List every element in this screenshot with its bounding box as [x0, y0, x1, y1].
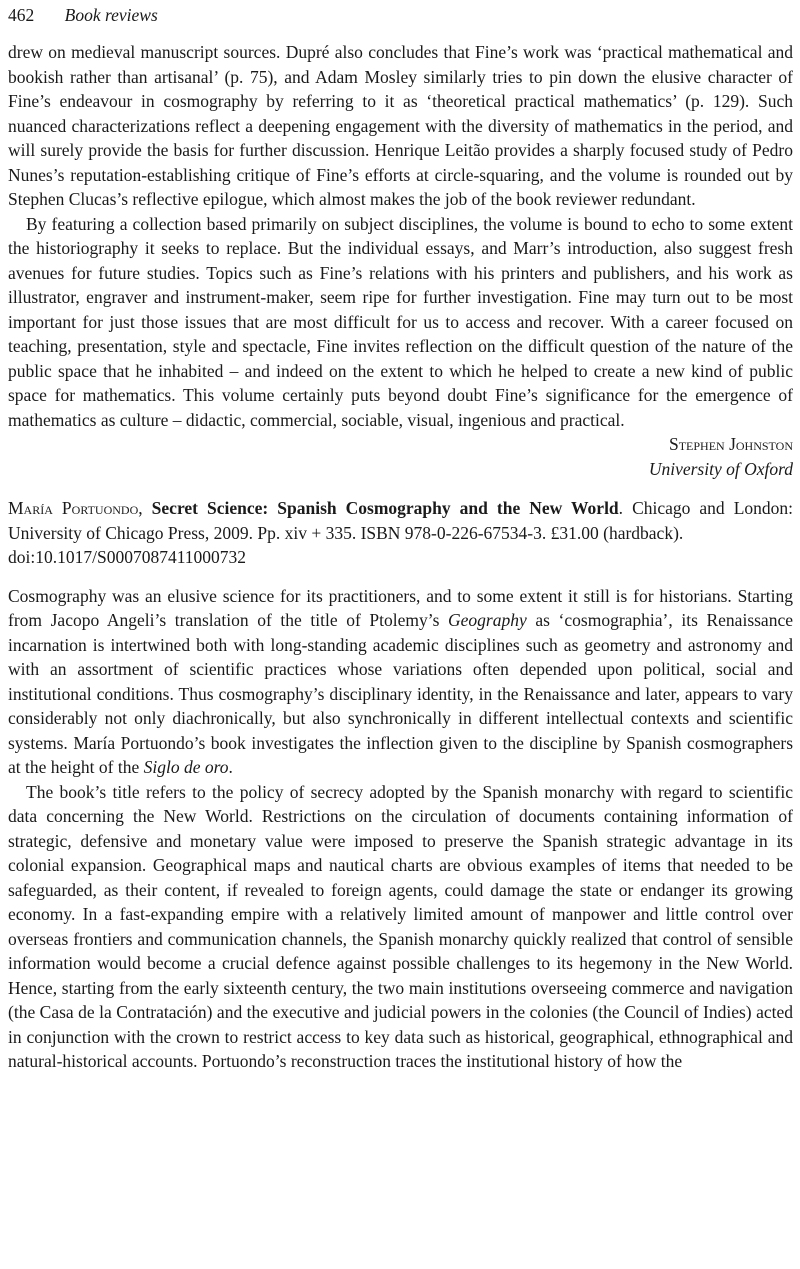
reviewer-affiliation: University of Oxford: [648, 458, 793, 479]
text-segment: Cosmography was an elusive science for its practitioners, and to some extent it still is for historians. Starting from Jacopo Angeli’s translation of the title of Ptolemy’s: [8, 585, 793, 630]
review-paragraph: The book’s title refers to the policy of secrecy adopted by the Spanish monarchy with regard to scientific data concerning the New World. Restrictions on the circulation of documents containing information of strategic, defensive and monetary value were imposed to preserve the Spanish strategic advantage in its colonial expansion. Geographical maps and nautical charts are obvious examples of items that needed to be safeguarded, as their content, if revealed to foreign agents, could damage the state or endanger its growing economy. In a fast-expanding empire with a relatively limited amount of manpower and little control over overseas frontiers and communication channels, the Spanish monarchy quickly realized that control of sensible information would become a crucial defence against possible challenges to its hegemony in the New World. Hence, starting from the early sixteenth century, the two main institutions overseeing commerce and navigation (the Casa de la Contratación) and the executive and judicial powers in the colonies (the Council of Indies) acted in conjunction with the crown to restrict access to key data such as historical, geographical, ethnographical and natural-historical accounts. Portuondo’s reconstruction traces the institutional history of how the: [8, 781, 793, 1071]
text-segment: Siglo de oro: [143, 757, 229, 777]
doi-line: doi:10.1017/S0007087411000732: [8, 547, 247, 567]
reviewer-name: Stephen Johnston: [668, 434, 793, 454]
review-paragraph: [8, 584, 793, 780]
text-segment: María Portuondo: [8, 498, 139, 518]
text-segment: ,: [138, 498, 152, 518]
book-citation-block: [8, 496, 793, 570]
reviewer-signature: [8, 432, 793, 481]
review-paragraph: By featuring a collection based primarily on subject disciplines, the volume is bound to echo to some extent the historiography it seeks to replace. But the individual essays, and Marr’s introduction, also suggest fresh avenues for future studies. Topics such as Fine’s relations with his printers and publishers, and his work as illustrator, engraver and instrument-maker, seem ripe for further investigation. Fine may turn out to be most important for just those issues that are most difficult for us to access and recover. With a career focused on teaching, presentation, style and spectacle, Fine invites reflection on the difficult question of the nature of the public space that he inhabited – and indeed on the extent to which he helped to create a new kind of public space for mathematics. This volume certainly puts beyond doubt Fine’s significance for the emergence of mathematics as culture – didactic, commercial, sociable, visual, ingenious and practical.: [8, 213, 793, 430]
text-segment: Geography: [448, 610, 527, 630]
text-segment: as ‘cosmographia’, its Renaissance incarnation is intertwined both with long-standing academic disciplines such as geometry and astronomy and with an assortment of scientific practices whose variations often depended upon political, social and institutional conditions. Thus cosmography’s disciplinary identity, in the Renaissance and later, appears to vary considerably not only diachronically, but also synchronically in different intellectual contexts and scientific systems. María Portuondo’s book investigates the inflection given to the discipline by Spanish cosmographers at the height of the: [8, 610, 793, 777]
running-head: Book reviews: [64, 5, 158, 25]
text-segment: Secret Science: Spanish Cosmography and the New World: [151, 498, 619, 518]
page-header: [8, 3, 793, 27]
text-segment: . Chicago and London: University of Chicago Press, 2009. Pp. xiv + 335. ISBN 978-0-226-67534-3. £31.00 (hardback).: [8, 498, 794, 543]
page-body: [8, 40, 793, 1074]
text-segment: .: [228, 757, 233, 777]
review-paragraph-continued: drew on medieval manuscript sources. Dupré also concludes that Fine’s work was ‘practical mathematical and bookish rather than artisanal’ (p. 75), and Adam Mosley similarly tries to pin down the elusive character of Fine’s endeavour in cosmography by referring to it as ‘theoretical practical mathematics’ (p. 129). Such nuanced characterizations reflect a deepening engagement with the diversity of mathematics in the period, and will surely provide the basis for further discussion. Henrique Leitão provides a sharply focused study of Pedro Nunes’s reputation-establishing critique of Fine’s efforts at circle-squaring, and the volume is rounded out by Stephen Clucas’s reflective epilogue, which almost makes the job of the book reviewer redundant.: [8, 42, 793, 209]
page-number: 462: [8, 5, 35, 25]
book-citation: [8, 496, 793, 545]
